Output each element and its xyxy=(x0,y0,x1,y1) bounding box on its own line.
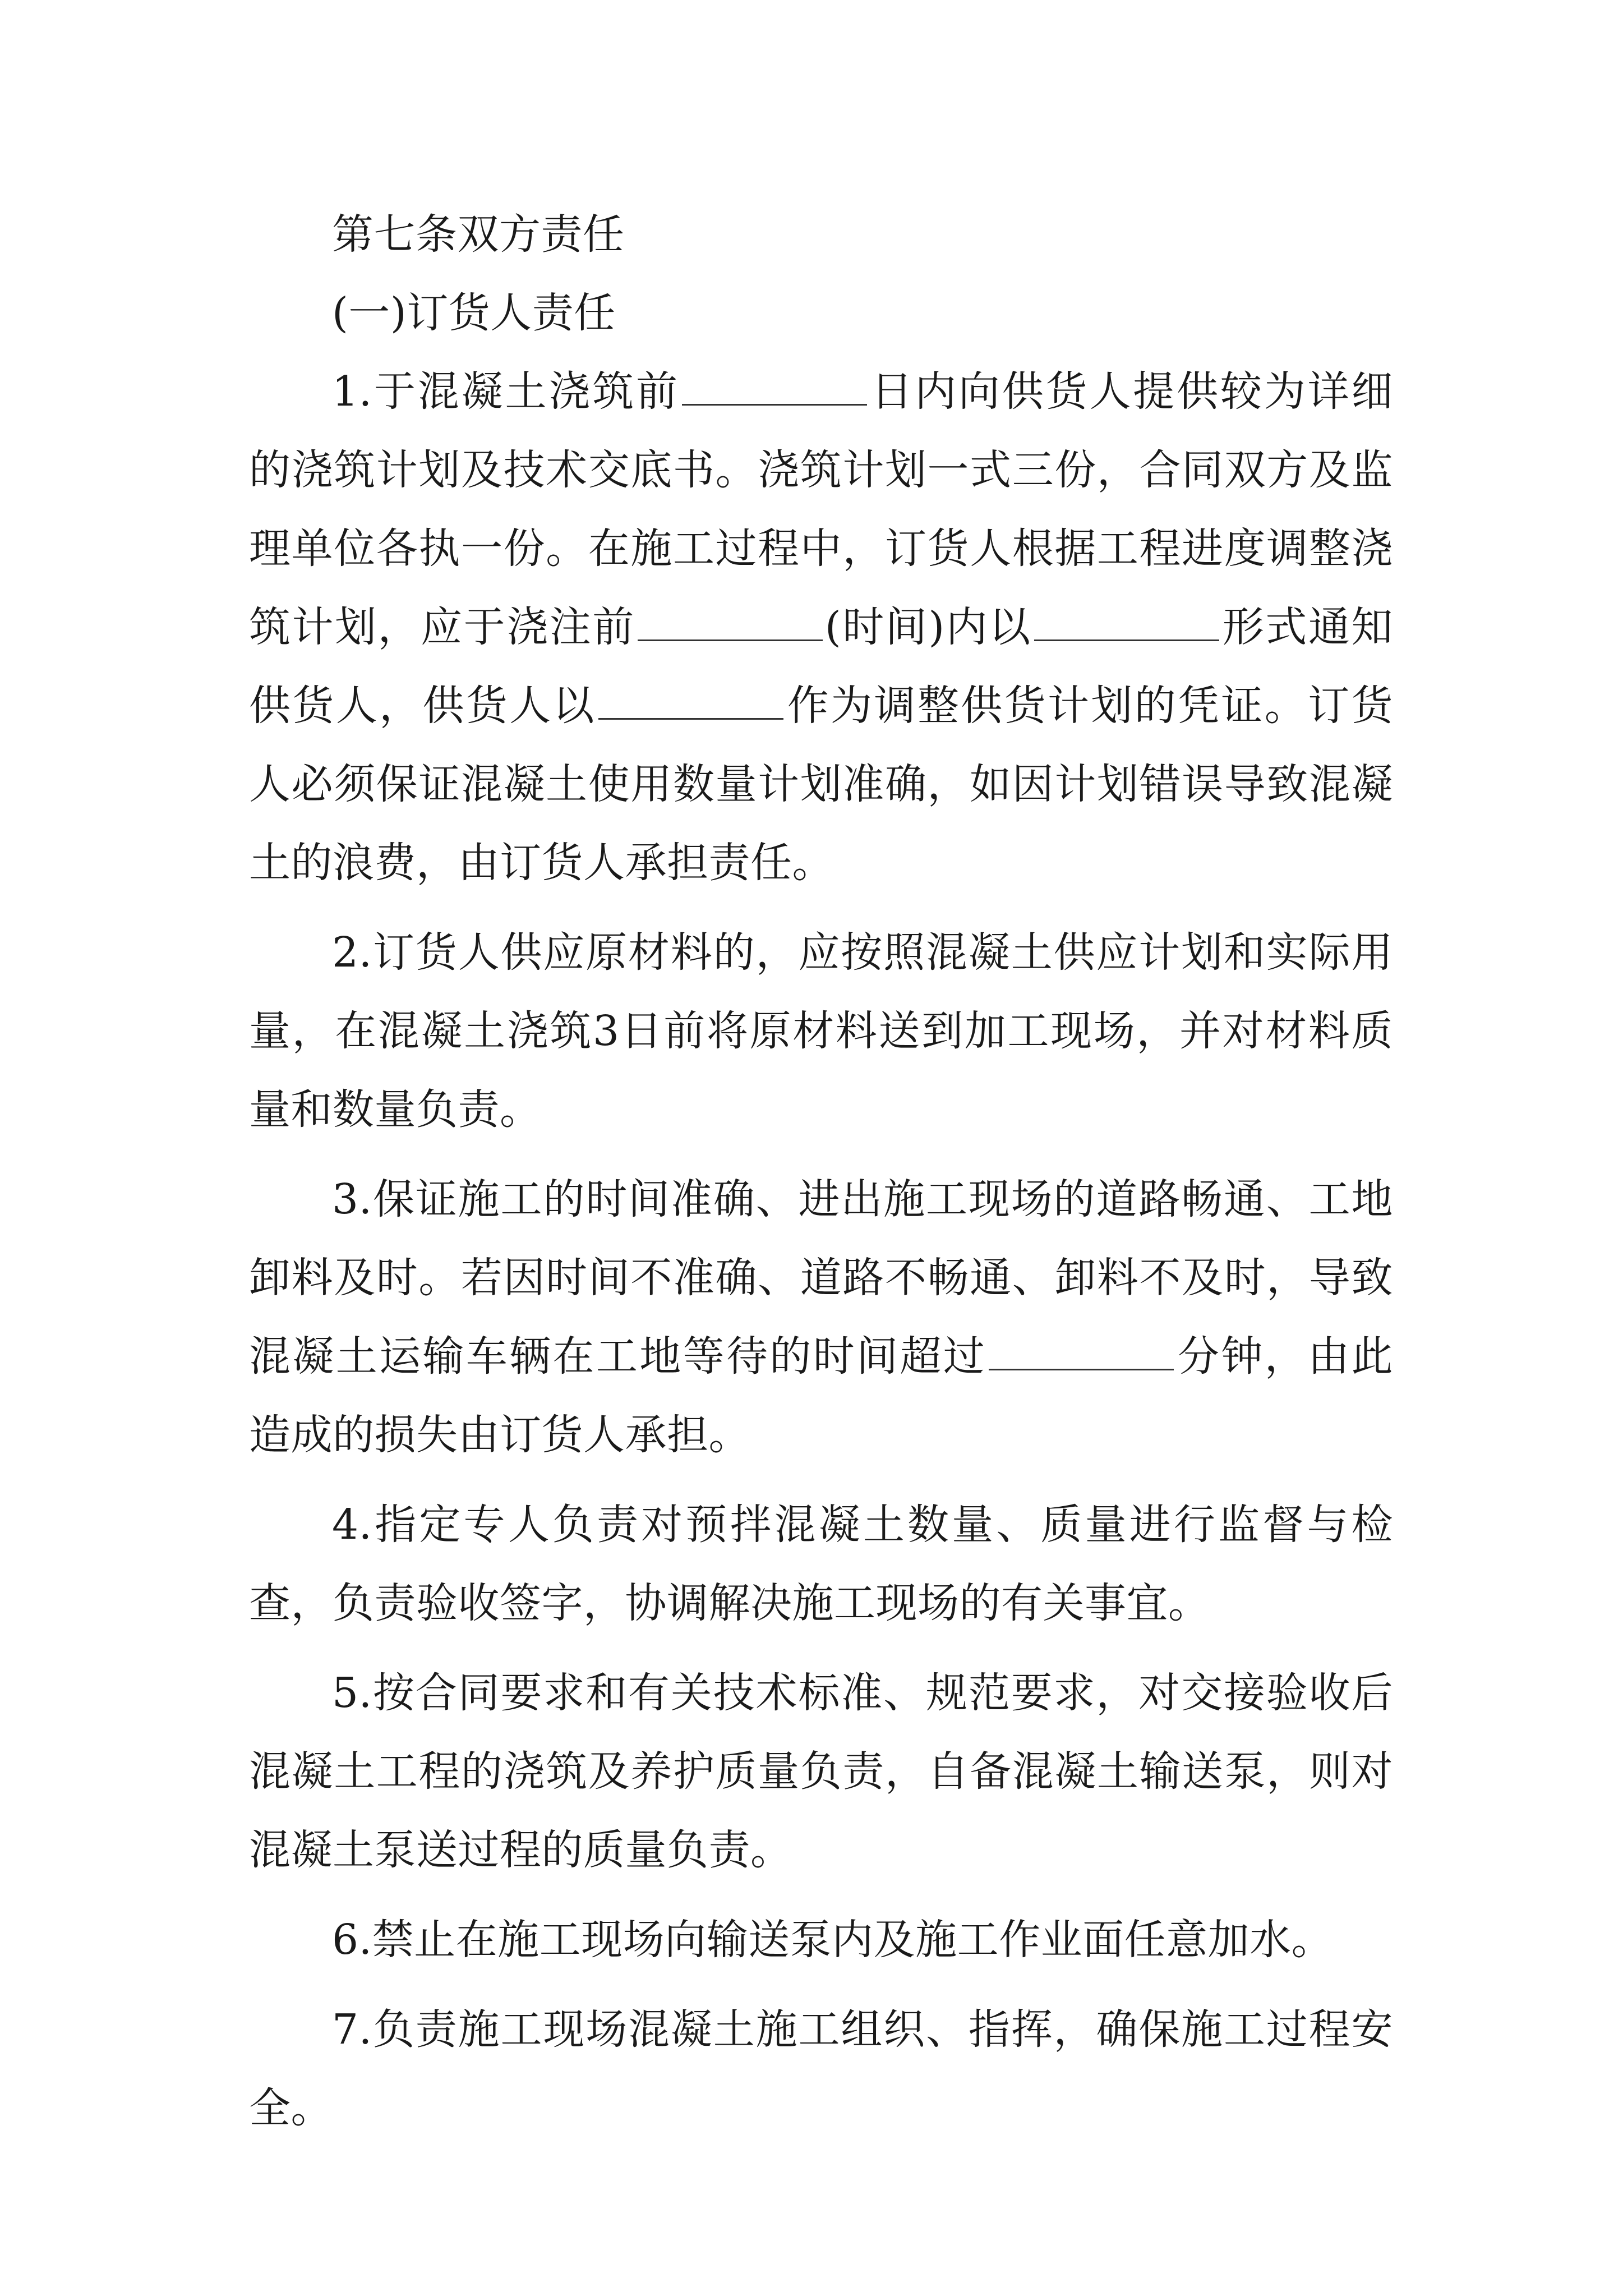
clause-text: 按合同要求和有关技术标准、规范要求，对交接验收后混凝土工程的浇筑及养护质量负责，自备混凝土输送泵，则对混凝土泵送过程的质量负责。 xyxy=(249,1669,1393,1874)
blank-field xyxy=(989,1333,1174,1370)
clause-number: 4. xyxy=(332,1501,372,1549)
clause-text: 作为调整供货计划的凭证。订货人必须保证混凝土使用数量计划准确，如因计划错误导致混凝土的浪费，由订货人承担责任。 xyxy=(249,682,1394,887)
clause-6 xyxy=(249,1901,1393,1979)
article-title-text: 第七条双方责任 xyxy=(332,210,625,259)
clause-text: 分钟，由此造成的损失由订货人承担。 xyxy=(249,1332,1394,1459)
clause-text: 负责施工现场混凝土施工组织、指挥，确保施工过程安全。 xyxy=(249,2005,1393,2132)
clause-5 xyxy=(249,1654,1393,1889)
clause-text: 于混凝土浇筑前 xyxy=(372,367,680,416)
clause-number: 2. xyxy=(332,928,372,977)
clause-number: 5. xyxy=(332,1669,372,1717)
clause-number: 3. xyxy=(332,1175,372,1223)
clause-number: 6. xyxy=(332,1916,372,1964)
clause-4 xyxy=(249,1485,1393,1642)
clause-text: 订货人供应原材料的，应按照混凝土供应计划和实际用量，在混凝土浇筑3日前将原材料送到加工现场，并对材料质量和数量负责。 xyxy=(249,928,1393,1134)
clause-7 xyxy=(249,1990,1393,2147)
article-title xyxy=(249,195,1393,274)
clause-text: 禁止在施工现场向输送泵内及施工作业面任意加水。 xyxy=(372,1916,1334,1964)
clause-text: 日内向供货人提供较为详细的浇筑计划及技术交底书。浇筑计划一式三份，合同双方及监理单位各执一份。在施工过程中，订货人根据工程进度调整浇筑计划，应于浇注前 xyxy=(249,367,1394,651)
blank-field xyxy=(1034,604,1219,641)
document-body xyxy=(249,195,1393,2159)
clause-1 xyxy=(249,352,1393,902)
section-heading-text: (一)订货人责任 xyxy=(332,289,616,337)
clause-text: 保证施工的时间准确、进出施工现场的道路畅通、工地卸料及时。若因时间不准确、道路不畅通、卸料不及时，导致混凝土运输车辆在工地等待的时间超过 xyxy=(249,1175,1393,1381)
blank-field xyxy=(682,368,867,406)
clause-text: (时间)内以 xyxy=(824,603,1032,651)
clause-number: 1. xyxy=(332,367,372,416)
section-heading xyxy=(249,274,1393,352)
clause-3 xyxy=(249,1160,1393,1474)
blank-field xyxy=(598,682,783,720)
clause-text: 形式通知供货人，供货人以 xyxy=(249,603,1394,730)
blank-field xyxy=(638,604,823,641)
clause-2 xyxy=(249,913,1393,1149)
clause-text: 指定专人负责对预拌混凝土数量、质量进行监督与检查，负责验收签字，协调解决施工现场的有关事宜。 xyxy=(249,1501,1393,1627)
clause-number: 7. xyxy=(332,2005,372,2054)
